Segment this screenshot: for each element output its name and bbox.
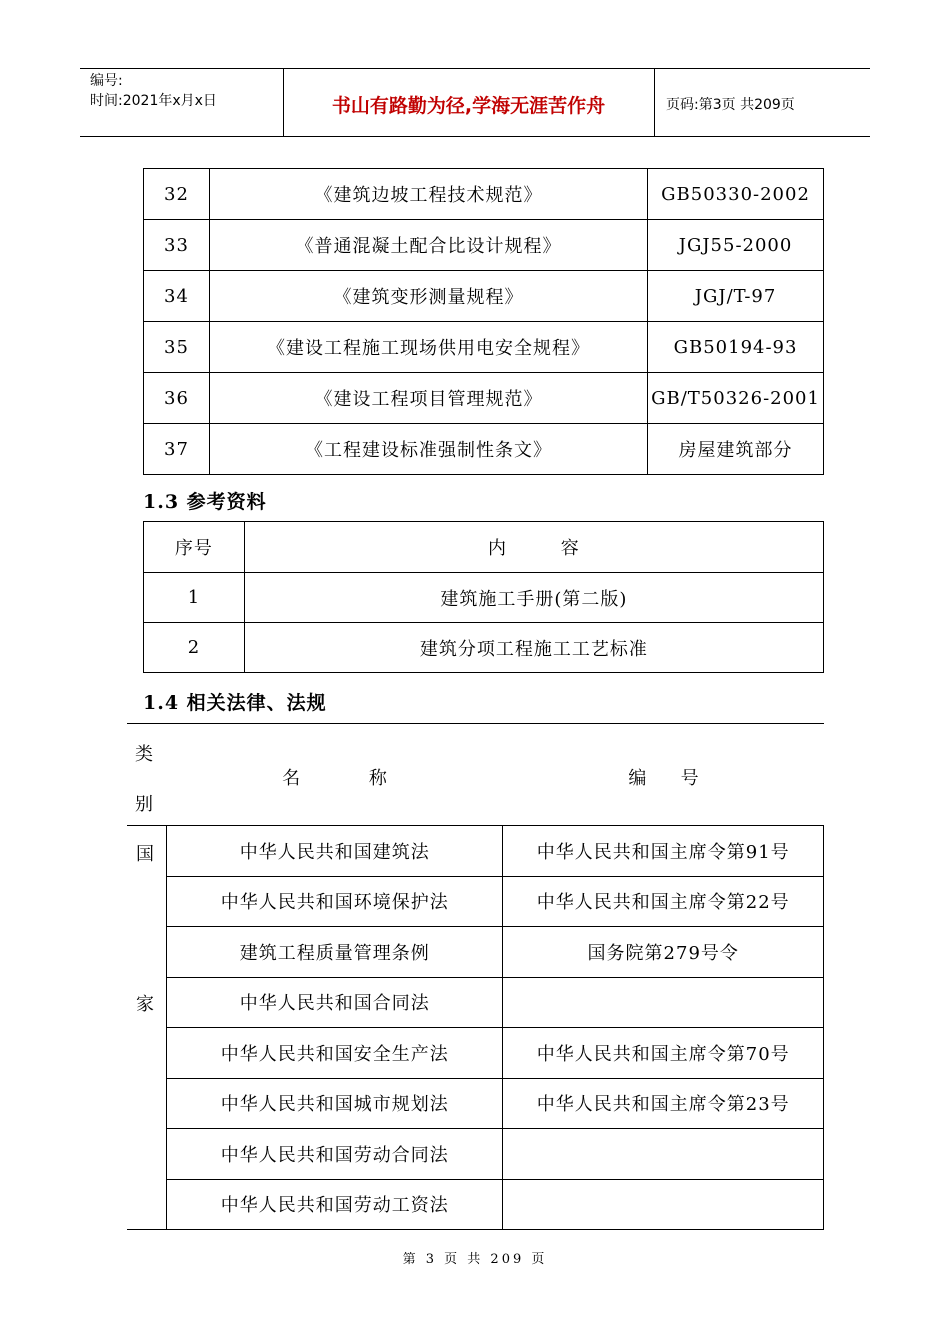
cell-no: 34 xyxy=(144,271,210,322)
section-1-3-title: 1.3 参考资料 xyxy=(143,491,267,513)
cell-code: GB/T50326-2001 xyxy=(648,373,824,424)
document-number-label: 编号: xyxy=(90,73,123,89)
cell-code: JGJ/T-97 xyxy=(648,271,824,322)
header-bottom-rule xyxy=(80,136,870,137)
cell-name: 中华人民共和国环境保护法 xyxy=(167,876,503,927)
cell-name: 中华人民共和国劳动合同法 xyxy=(167,1129,503,1180)
table-row xyxy=(167,826,824,877)
table-row xyxy=(144,424,824,475)
table-row xyxy=(144,623,824,673)
cell-no: 1 xyxy=(144,573,245,623)
cell-name: 中华人民共和国安全生产法 xyxy=(167,1028,503,1079)
header-divider-right xyxy=(654,68,655,136)
cell-code: 房屋建筑部分 xyxy=(648,424,824,475)
table-row xyxy=(144,573,824,623)
header-top-rule xyxy=(80,68,870,69)
page-footer: 第 3 页 共 209 页 xyxy=(402,1252,548,1267)
cell-code: GB50194-93 xyxy=(648,322,824,373)
table-row xyxy=(167,876,824,927)
cell-name: 《建筑变形测量规程》 xyxy=(209,271,647,322)
table-header-row xyxy=(144,522,824,573)
table-row xyxy=(144,169,824,220)
table-row xyxy=(144,322,824,373)
cell-no: 36 xyxy=(144,373,210,424)
laws-body-grid xyxy=(166,825,824,1230)
cell-name: 《建设工程项目管理规范》 xyxy=(209,373,647,424)
cell-code: JGJ55-2000 xyxy=(648,220,824,271)
table-row xyxy=(167,1028,824,1079)
cell-code xyxy=(503,1179,824,1230)
laws-header-category-bottom: 别 xyxy=(135,794,153,815)
cell-code: GB50330-2002 xyxy=(648,169,824,220)
table-row xyxy=(167,1129,824,1180)
laws-category-char-1: 国 xyxy=(136,844,154,865)
laws-category-char-2: 家 xyxy=(136,994,154,1015)
laws-header-code: 编 号 xyxy=(628,768,699,789)
document-time-label: 时间:2021年x月x日 xyxy=(90,93,217,109)
cell-code: 国务院第279号令 xyxy=(503,927,824,978)
table-row xyxy=(144,271,824,322)
cell-name: 《建设工程施工现场供用电安全规程》 xyxy=(209,322,647,373)
cell-no: 33 xyxy=(144,220,210,271)
table-row xyxy=(167,977,824,1028)
cell-code: 中华人民共和国主席令第22号 xyxy=(503,876,824,927)
cell-code: 中华人民共和国主席令第91号 xyxy=(503,826,824,877)
cell-code: 中华人民共和国主席令第23号 xyxy=(503,1078,824,1129)
cell-name: 《建筑边坡工程技术规范》 xyxy=(209,169,647,220)
cell-code xyxy=(503,1129,824,1180)
header-motto: 书山有路勤为径,学海无涯苦作舟 xyxy=(331,95,606,117)
cell-no: 2 xyxy=(144,623,245,673)
cell-no: 37 xyxy=(144,424,210,475)
cell-name: 中华人民共和国劳动工资法 xyxy=(167,1179,503,1230)
header-page-info: 页码:第3页 共209页 xyxy=(666,97,795,113)
table-row xyxy=(144,220,824,271)
cell-no: 32 xyxy=(144,169,210,220)
cell-content: 建筑分项工程施工工艺标准 xyxy=(244,623,823,673)
table-row xyxy=(144,373,824,424)
table-row xyxy=(167,1078,824,1129)
cell-name: 《工程建设标准强制性条文》 xyxy=(209,424,647,475)
cell-name: 建筑工程质量管理条例 xyxy=(167,927,503,978)
standards-table xyxy=(143,168,824,475)
cell-content: 建筑施工手册(第二版) xyxy=(244,573,823,623)
laws-table-top-rule xyxy=(127,723,824,724)
table-row xyxy=(167,927,824,978)
table-row xyxy=(167,1179,824,1230)
laws-header-category-top: 类 xyxy=(135,744,153,765)
cell-name: 中华人民共和国城市规划法 xyxy=(167,1078,503,1129)
cell-name: 《普通混凝土配合比设计规程》 xyxy=(209,220,647,271)
header-cell-no: 序号 xyxy=(144,522,245,573)
reference-materials-table xyxy=(143,521,824,673)
cell-no: 35 xyxy=(144,322,210,373)
cell-name: 中华人民共和国合同法 xyxy=(167,977,503,1028)
cell-name: 中华人民共和国建筑法 xyxy=(167,826,503,877)
cell-code: 中华人民共和国主席令第70号 xyxy=(503,1028,824,1079)
section-1-4-title: 1.4 相关法律、法规 xyxy=(143,692,327,714)
header-cell-content: 内 容 xyxy=(244,522,823,573)
laws-header-name: 名 称 xyxy=(282,768,387,789)
cell-code xyxy=(503,977,824,1028)
